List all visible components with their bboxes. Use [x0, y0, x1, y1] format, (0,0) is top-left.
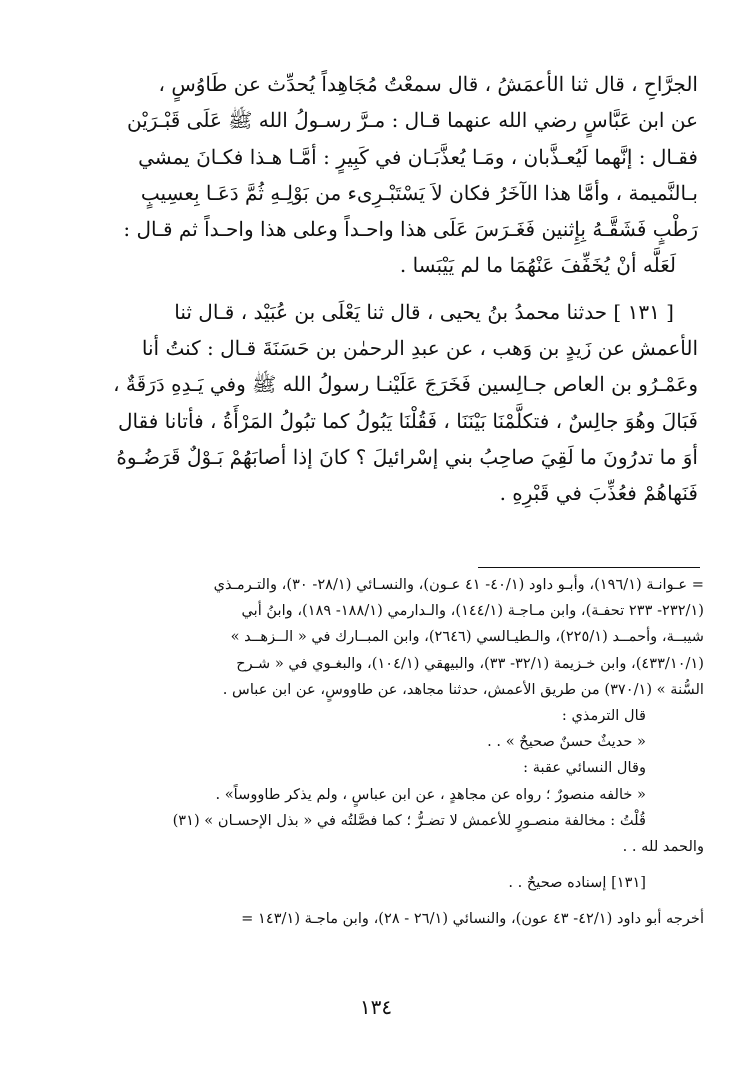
- main-text-line: لَعَلَّه أنْ يُخَفِّفَ عَنْهُمَا ما لم يَيْبَسا .: [399, 253, 676, 278]
- page-number: ١٣٤: [359, 995, 393, 1019]
- isnad-note: [١٣١] إسناده صحيحٌ . .: [508, 874, 646, 892]
- main-text-line: الجرَّاحِ ، قال ثنا الأعمَشُ ، قال سمعْتُ مُجَاهِداً يُحدِّث عن طَاوُسٍ ،: [158, 72, 698, 96]
- footnote-divider: [478, 567, 700, 568]
- main-text-line: رَطْبٍ فَشَقَّـهُ بِإِثنين فَغَـرَسَ عَلَى هذا واحـداً وعلى هذا واحـداً ثم قـال :: [123, 217, 698, 242]
- footnotes: [56, 572, 704, 933]
- main-text-line: [ ١٣١ ] حدثنا محمدُ بنُ يحيى ، قال ثنا يَعْلَى بن عُبَيْد ، قـال ثنا: [174, 299, 674, 324]
- tirmidhi-quote: « حديثٌ حسنٌ صحيحٌ » . .: [487, 733, 646, 751]
- qultu-line: قُلْتُ : مخالفة منصـورٍ للأعمش لا تضـرُّ ؛ كما فصَّلتُه في « بذل الإحسـان » (٣١): [172, 811, 646, 829]
- footnote-line: (٢٣٢/١- ٢٣٣ تحفـة)، وابن مـاجـة (١٤٤/١)، والـدارمي (١٨٨/١- ١٨٩)، وابنُ أبي: [241, 602, 704, 620]
- footnote-line: (٤٣٣/١٠/١)، وابن خـزيمة (٣٢/١- ٣٣)، والبيهقي (١٠٤/١)، والبغـوي في « شـرح: [236, 654, 704, 672]
- main-text-line: فقـال : إنَّهما لَيُعـذَّبان ، ومَـا يُعذَّبَـان في كَبِيرٍ : أمَّـا هـذا فكـانَ يمشي: [138, 144, 698, 169]
- takhrij-note: أخرجه أبو داود (٤٢/١- ٤٣ عون)، والنسائي (٢٦/١ - ٢٨)، وابن ماجـة (١٤٣/١ =: [241, 910, 704, 928]
- main-text-line: فَبَالَ وهُوَ جالِسٌ ، فتكلَّمْنَا بَيْنَنَا ، فَقُلْنَا يَبُولُ كما تبُولُ المَرْأَةُ ، فأتانا فقال: [118, 408, 698, 433]
- main-text-line: الأعمش عن زَيدٍ بن وَهب ، عن عبدِ الرحمٰن بن حَسَنَةَ قـال : كنتُ أنا: [141, 336, 698, 361]
- qultu-line: والحمد لله . .: [622, 838, 704, 856]
- footnote-line: السُّنة » (٣٧٠/١) من طريق الأعمش، حدثنا مجاهد، عن طاووسٍ، عن ابن عباس .: [222, 680, 704, 698]
- nasai-quote: « خالفه منصورٌ ؛ رواه عن مجاهدٍ ، عن ابن عباسٍ ، ولم يذكر طاووساً» .: [215, 785, 646, 803]
- main-text-line: فَنَهاهُمْ فعُذِّبَ في قَبْرِهِ .: [499, 481, 698, 506]
- footnote-line: = عـوانـة (١٩٦/١)، وأبـو داود (٤٠/١- ٤١ عـون)، والنسـائي (٢٨/١- ٣٠)، والتـرمـذي: [213, 576, 704, 593]
- main-text: [58, 66, 698, 512]
- main-text-line: أوَ ما تدرُونَ ما لَقِيَ صاحِبُ بني إسْرائيلَ ؟ كانَ إذا أصابَهُمْ بَـوْلٌ قَرَضُـوهُ: [116, 444, 698, 469]
- hadith-131: [58, 294, 698, 512]
- tirmidhi-label: قال الترمذي :: [561, 707, 646, 725]
- footnote-line: شيبــة، وأحمــد (٢٢٥/١)، والـطيـالسي (٢٦٤٦)، وابن المبــارك في « الــزهــد »: [230, 628, 704, 646]
- main-text-line: بـالنَّميمة ، وأمَّا هذا الآخَرُ فكان لاَ يَسْتَبْـرِىء من بَوْلِـهِ ثُمَّ دَعَـا بِعسِيبٍ: [140, 180, 698, 205]
- main-text-line: وعَمْـرُو بن العاص جـالِسين فَخَرَجَ عَلَيْنـا رسولُ الله ﷺ وفي يَـدِهِ دَرَقَةٌ ،: [113, 372, 698, 397]
- nasai-label: وقال النسائي عقبة :: [523, 759, 646, 777]
- main-text-line: عن ابن عَبَّاسٍ رضي الله عنهما قـال : مـرَّ رسـولُ الله ﷺ عَلَى قَبْـرَيْن: [127, 108, 698, 133]
